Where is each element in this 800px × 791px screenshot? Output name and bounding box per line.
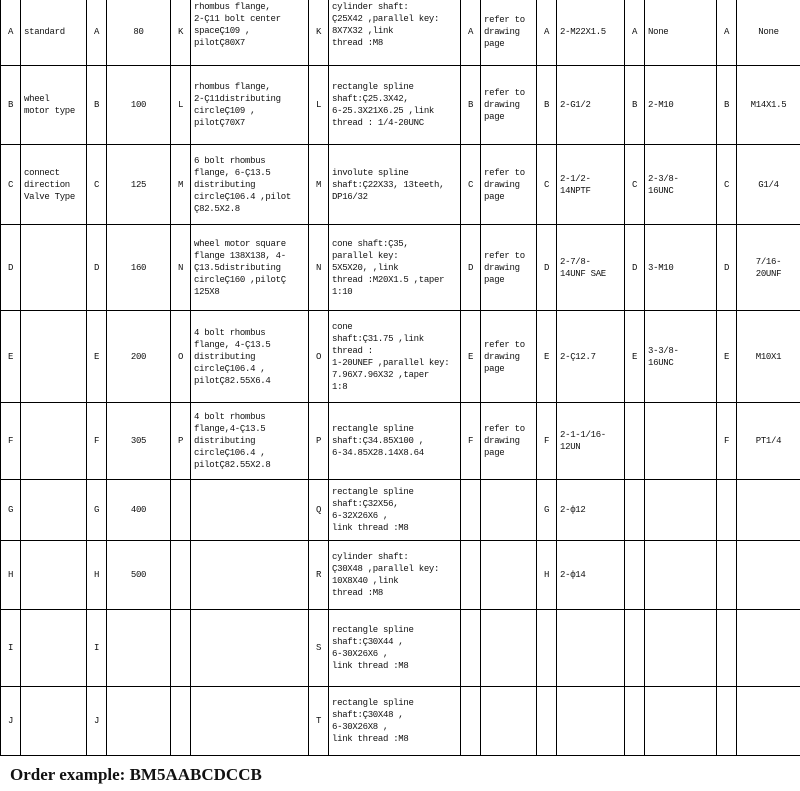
table-row bbox=[1, 610, 800, 687]
cell-code-e: F bbox=[461, 403, 481, 480]
cell-code-g: A bbox=[625, 0, 645, 66]
cell-port-position bbox=[481, 541, 537, 610]
order-example: Order example: BM5AABCDCCB bbox=[10, 765, 262, 784]
cell-port-position: refer to drawing page bbox=[481, 145, 537, 225]
cell-code-h: D bbox=[717, 225, 737, 311]
cell-shaft: rectangle spline shaft:Ç32X56, 6-32X26X6 , link thread :M8 bbox=[329, 480, 461, 541]
cell-shaft: involute spline shaft:Ç22X33, 13teeth, DP16/32 bbox=[329, 145, 461, 225]
cell-port-position bbox=[481, 610, 537, 687]
cell-drain-port bbox=[645, 687, 717, 756]
cell-code-h: A bbox=[717, 0, 737, 66]
cell-shaft: rectangle spline shaft:Ç34.85X100 , 6-34.85X28.14X8.64 bbox=[329, 403, 461, 480]
cell-displacement: 80 bbox=[107, 0, 171, 66]
cell-code-c: O bbox=[171, 311, 191, 403]
cell-code-f: D bbox=[537, 225, 557, 311]
cell-code-a: D bbox=[1, 225, 21, 311]
cell-code-b: C bbox=[87, 145, 107, 225]
cell-code-d: M bbox=[309, 145, 329, 225]
table-row bbox=[1, 480, 800, 541]
cell-code-e bbox=[461, 687, 481, 756]
cell-port-type: 2-Ç12.7 bbox=[557, 311, 625, 403]
cell-code-d: S bbox=[309, 610, 329, 687]
cell-thread bbox=[737, 541, 800, 610]
cell-code-c bbox=[171, 480, 191, 541]
cell-code-b: I bbox=[87, 610, 107, 687]
cell-displacement: 500 bbox=[107, 541, 171, 610]
cell-code-h bbox=[717, 610, 737, 687]
cell-shaft: rectangle spline shaft:Ç30X48 , 6-30X26X8 , link thread :M8 bbox=[329, 687, 461, 756]
cell-code-h: C bbox=[717, 145, 737, 225]
cell-code-h: B bbox=[717, 66, 737, 145]
cell-code-e: A bbox=[461, 0, 481, 66]
cell-code-a: H bbox=[1, 541, 21, 610]
cell-code-a: C bbox=[1, 145, 21, 225]
cell-code-c: P bbox=[171, 403, 191, 480]
cell-code-f: G bbox=[537, 480, 557, 541]
cell-code-d: K bbox=[309, 0, 329, 66]
cell-port-type: 2-1/2- 14NPTF bbox=[557, 145, 625, 225]
cell-port-type: 2-7/8- 14UNF SAE bbox=[557, 225, 625, 311]
cell-code-d: O bbox=[309, 311, 329, 403]
cell-shaft: rectangle spline shaft:Ç25.3X42, 6-25.3X21X6.25 ,link thread : 1/4-20UNC bbox=[329, 66, 461, 145]
cell-thread bbox=[737, 610, 800, 687]
cell-shaft: cylinder shaft: Ç30X48 ,parallel key: 10X8X40 ,link thread :M8 bbox=[329, 541, 461, 610]
cell-port-position: refer to drawing page bbox=[481, 0, 537, 66]
cell-code-a: F bbox=[1, 403, 21, 480]
cell-code-c: N bbox=[171, 225, 191, 311]
cell-code-b: J bbox=[87, 687, 107, 756]
spec-table-body bbox=[1, 0, 800, 756]
cell-code-a: I bbox=[1, 610, 21, 687]
cell-feature bbox=[21, 480, 87, 541]
cell-port-position: refer to drawing page bbox=[481, 403, 537, 480]
cell-thread: None bbox=[737, 0, 800, 66]
cell-drain-port bbox=[645, 541, 717, 610]
cell-code-d: Q bbox=[309, 480, 329, 541]
cell-code-e bbox=[461, 541, 481, 610]
cell-code-g: E bbox=[625, 311, 645, 403]
cell-shaft: cone shaft:Ç31.75 ,link thread : 1-20UNEF ,parallel key: 7.96X7.96X32 ,taper 1:8 bbox=[329, 311, 461, 403]
cell-displacement: 160 bbox=[107, 225, 171, 311]
cell-code-d: T bbox=[309, 687, 329, 756]
cell-drain-port bbox=[645, 610, 717, 687]
cell-code-e: D bbox=[461, 225, 481, 311]
table-row bbox=[1, 66, 800, 145]
cell-feature: connect direction Valve Type bbox=[21, 145, 87, 225]
cell-drain-port bbox=[645, 480, 717, 541]
cell-feature bbox=[21, 403, 87, 480]
cell-port-type: 2-ф14 bbox=[557, 541, 625, 610]
cell-thread: G1/4 bbox=[737, 145, 800, 225]
cell-port-position: refer to drawing page bbox=[481, 311, 537, 403]
cell-port-type: 2-1-1/16- 12UN bbox=[557, 403, 625, 480]
cell-code-a: E bbox=[1, 311, 21, 403]
cell-port-type: 2-G1/2 bbox=[557, 66, 625, 145]
cell-code-g bbox=[625, 403, 645, 480]
cell-feature: wheel motor type bbox=[21, 66, 87, 145]
cell-code-c bbox=[171, 610, 191, 687]
cell-code-d: R bbox=[309, 541, 329, 610]
cell-thread: 7/16- 20UNF bbox=[737, 225, 800, 311]
cell-shaft: cylinder shaft: Ç25X42 ,parallel key: 8X7X32 ,link thread :M8 bbox=[329, 0, 461, 66]
table-row bbox=[1, 0, 800, 66]
cell-thread: M10X1 bbox=[737, 311, 800, 403]
cell-displacement bbox=[107, 610, 171, 687]
cell-code-b: E bbox=[87, 311, 107, 403]
cell-code-h: F bbox=[717, 403, 737, 480]
cell-code-b: B bbox=[87, 66, 107, 145]
cell-port-position: refer to drawing page bbox=[481, 225, 537, 311]
cell-code-a: A bbox=[1, 0, 21, 66]
cell-code-g bbox=[625, 687, 645, 756]
cell-drain-port: 3-M10 bbox=[645, 225, 717, 311]
cell-code-d: N bbox=[309, 225, 329, 311]
cell-code-h bbox=[717, 480, 737, 541]
cell-code-d: P bbox=[309, 403, 329, 480]
cell-flange bbox=[191, 541, 309, 610]
cell-displacement: 200 bbox=[107, 311, 171, 403]
cell-drain-port bbox=[645, 403, 717, 480]
cell-port-position bbox=[481, 687, 537, 756]
cell-displacement: 100 bbox=[107, 66, 171, 145]
cell-port-position bbox=[481, 480, 537, 541]
cell-code-f: F bbox=[537, 403, 557, 480]
table-row bbox=[1, 541, 800, 610]
cell-code-e: C bbox=[461, 145, 481, 225]
cell-code-f bbox=[537, 687, 557, 756]
cell-code-e bbox=[461, 610, 481, 687]
cell-feature bbox=[21, 610, 87, 687]
cell-code-a: B bbox=[1, 66, 21, 145]
cell-code-c: M bbox=[171, 145, 191, 225]
table-row bbox=[1, 225, 800, 311]
cell-code-c: K bbox=[171, 0, 191, 66]
cell-displacement bbox=[107, 687, 171, 756]
cell-code-b: G bbox=[87, 480, 107, 541]
cell-code-a: G bbox=[1, 480, 21, 541]
cell-port-type bbox=[557, 687, 625, 756]
cell-code-g bbox=[625, 480, 645, 541]
cell-code-e: E bbox=[461, 311, 481, 403]
cell-code-f: H bbox=[537, 541, 557, 610]
cell-thread: PT1/4 bbox=[737, 403, 800, 480]
cell-flange: 6 bolt rhombus flange, 6-Ç13.5 distributing circleÇ106.4 ,pilot Ç82.5X2.8 bbox=[191, 145, 309, 225]
cell-flange: 4 bolt rhombus flange,4-Ç13.5 distributing circleÇ106.4 , pilotÇ82.55X2.8 bbox=[191, 403, 309, 480]
cell-code-f: E bbox=[537, 311, 557, 403]
cell-code-h bbox=[717, 541, 737, 610]
cell-flange: wheel motor square flange 138X138, 4- Ç13.5distributing circleÇ160 ,pilotÇ 125X8 bbox=[191, 225, 309, 311]
cell-shaft: cone shaft:Ç35, parallel key: 5X5X20, ,link thread :M20X1.5 ,taper 1:10 bbox=[329, 225, 461, 311]
cell-drain-port: None bbox=[645, 0, 717, 66]
cell-feature bbox=[21, 225, 87, 311]
cell-code-e: B bbox=[461, 66, 481, 145]
cell-flange bbox=[191, 687, 309, 756]
cell-displacement: 400 bbox=[107, 480, 171, 541]
cell-flange: rhombus flange, 2-Ç11distributing circleÇ109 , pilotÇ70X7 bbox=[191, 66, 309, 145]
cell-feature bbox=[21, 311, 87, 403]
cell-displacement: 125 bbox=[107, 145, 171, 225]
table-row bbox=[1, 145, 800, 225]
cell-code-d: L bbox=[309, 66, 329, 145]
cell-code-g bbox=[625, 610, 645, 687]
cell-code-b: F bbox=[87, 403, 107, 480]
cell-code-h bbox=[717, 687, 737, 756]
cell-flange bbox=[191, 610, 309, 687]
cell-flange: rhombus flange, 2-Ç11 bolt center spaceÇ109 , pilotÇ80X7 bbox=[191, 0, 309, 66]
cell-code-g: B bbox=[625, 66, 645, 145]
cell-code-b: A bbox=[87, 0, 107, 66]
cell-feature bbox=[21, 541, 87, 610]
cell-drain-port: 2-3/8- 16UNC bbox=[645, 145, 717, 225]
cell-displacement: 305 bbox=[107, 403, 171, 480]
cell-port-type: 2-M22X1.5 bbox=[557, 0, 625, 66]
cell-code-f: B bbox=[537, 66, 557, 145]
cell-feature: standard bbox=[21, 0, 87, 66]
cell-port-type bbox=[557, 610, 625, 687]
cell-drain-port: 2-M10 bbox=[645, 66, 717, 145]
cell-feature bbox=[21, 687, 87, 756]
cell-code-h: E bbox=[717, 311, 737, 403]
cell-thread: M14X1.5 bbox=[737, 66, 800, 145]
cell-code-a: J bbox=[1, 687, 21, 756]
cell-flange bbox=[191, 480, 309, 541]
cell-thread bbox=[737, 687, 800, 756]
cell-shaft: rectangle spline shaft:Ç30X44 , 6-30X26X6 , link thread :M8 bbox=[329, 610, 461, 687]
cell-code-f bbox=[537, 610, 557, 687]
cell-code-b: H bbox=[87, 541, 107, 610]
cell-code-e bbox=[461, 480, 481, 541]
cell-code-g bbox=[625, 541, 645, 610]
cell-drain-port: 3-3/8- 16UNC bbox=[645, 311, 717, 403]
cell-port-position: refer to drawing page bbox=[481, 66, 537, 145]
cell-thread bbox=[737, 480, 800, 541]
cell-code-b: D bbox=[87, 225, 107, 311]
cell-code-c: L bbox=[171, 66, 191, 145]
table-row bbox=[1, 403, 800, 480]
cell-code-f: A bbox=[537, 0, 557, 66]
table-row bbox=[1, 311, 800, 403]
cell-code-g: C bbox=[625, 145, 645, 225]
cell-code-g: D bbox=[625, 225, 645, 311]
cell-flange: 4 bolt rhombus flange, 4-Ç13.5 distributing circleÇ106.4 , pilotÇ82.55X6.4 bbox=[191, 311, 309, 403]
cell-port-type: 2-ф12 bbox=[557, 480, 625, 541]
table-row bbox=[1, 687, 800, 756]
cell-code-c bbox=[171, 541, 191, 610]
cell-code-c bbox=[171, 687, 191, 756]
cell-code-f: C bbox=[537, 145, 557, 225]
